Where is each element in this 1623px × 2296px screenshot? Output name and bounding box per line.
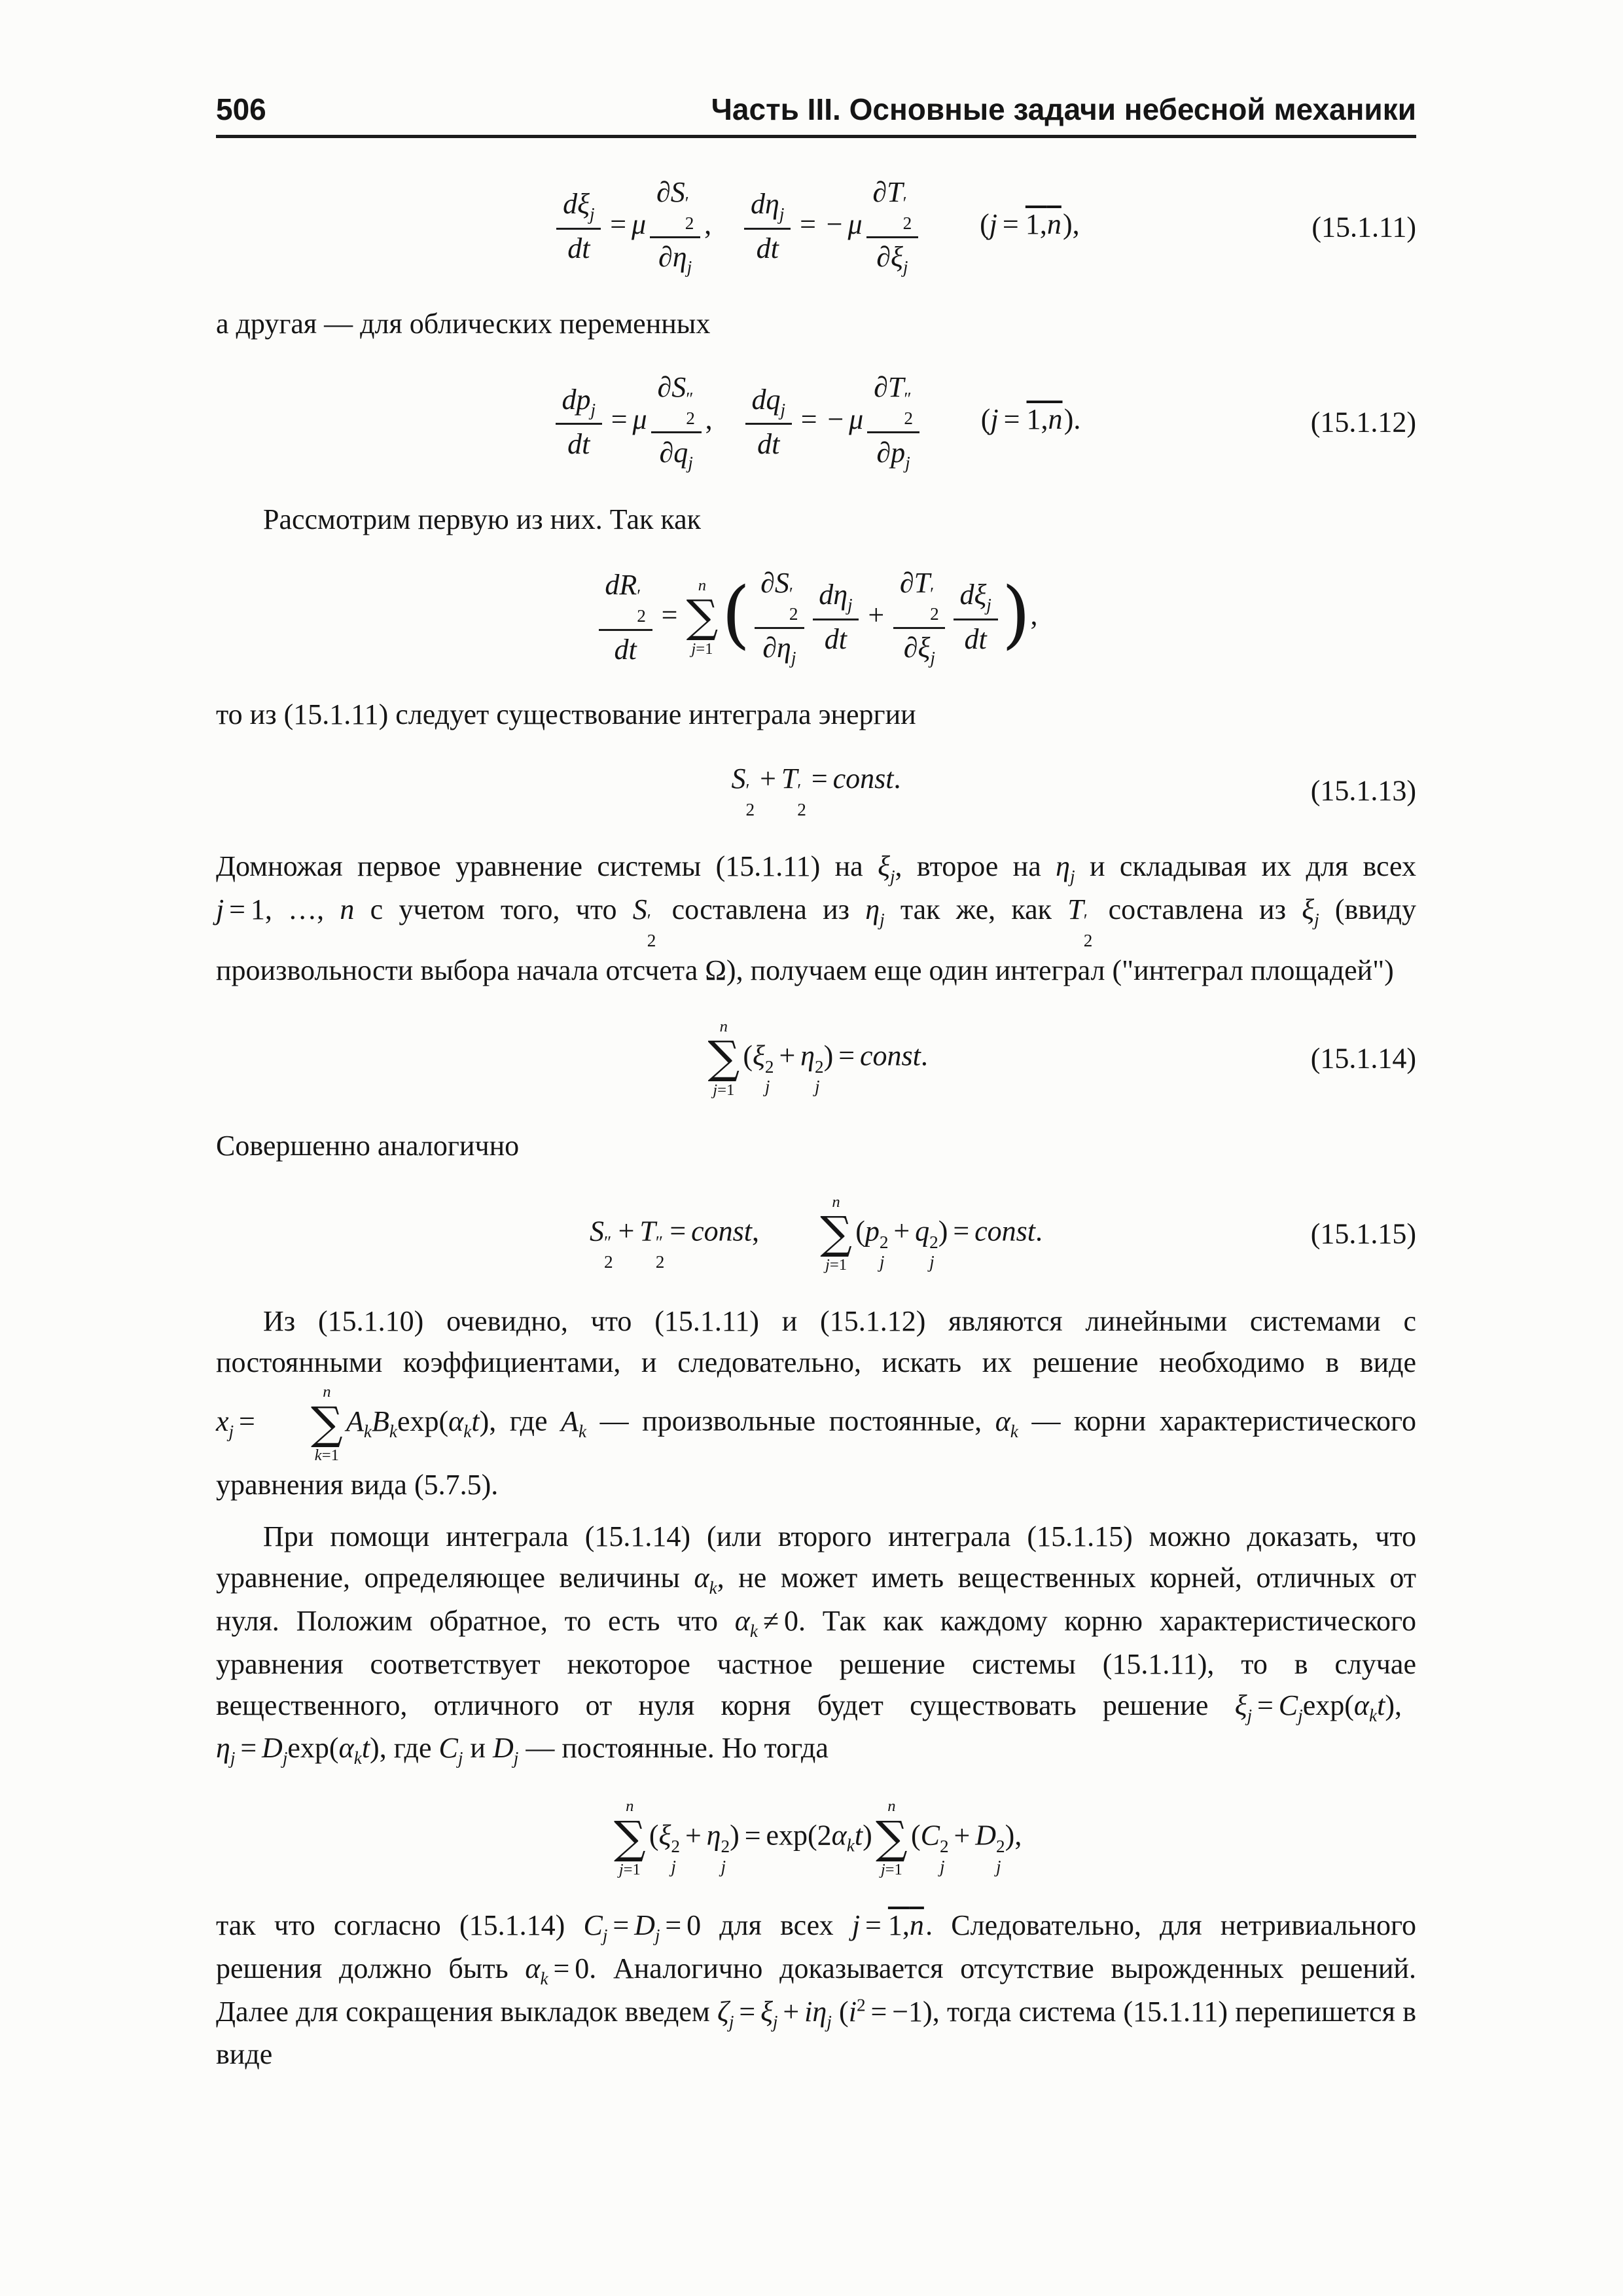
paragraph-energy-integral: то из (15.1.11) следует существование интеграла энергии	[216, 698, 916, 731]
equation-exp-sum	[216, 1797, 1416, 1879]
paragraph-oblique-variables: а другая — для облических переменных	[216, 308, 711, 340]
equation-15-1-13	[216, 762, 1416, 820]
equation-math: dR ′ 2 dt = n ∑ j=1 ( ∂S ′ 2 $\partial\eta_j$ $d\eta_j$ dt + ∂T ′ 2 $\partial\xi_j$ $d\xi_j$ dt ),	[216, 567, 1416, 668]
equation-math: n ∑ j=1 (ξ 2 j + η 2 j ) = $\exp(2\alpha_kt)$ n ∑ j=1 (C 2 j + D 2 j ),	[613, 1797, 1022, 1878]
equation-15-1-11	[216, 176, 1416, 278]
paragraph-consider-first: Рассмотрим первую из них. Так как	[263, 503, 702, 535]
equation-number: (15.1.13)	[1310, 774, 1416, 807]
equation-math: S ″ 2 + T ″ 2 = const, n ∑ j=1 (p 2 j + q 2 j ) = const.	[590, 1193, 1043, 1274]
equation-number: (15.1.15)	[1310, 1217, 1416, 1250]
paragraph-multiplying: Домножая первое уравнение системы (15.1.11) на $\xi_j$, второе на $\eta_j$ и складывая их для всех j = 1, …, n с учетом того, что S ′ 2 составлена из $\eta_j$ так же, как T ′ 2 составлена из $\xi_j$ (ввиду произвольности выбора начала отсчета Ω), получаем еще один интеграл ("интеграл площадей")	[216, 850, 1417, 987]
equation-math: S ′ 2 + T ′ 2 = const.	[731, 762, 901, 820]
equation-number: (15.1.11)	[1311, 211, 1416, 243]
page-number: 506	[216, 92, 266, 126]
equation-15-1-15	[216, 1193, 1416, 1275]
paragraph-linear-systems: Из (15.1.10) очевидно, что (15.1.11) и (15.1.12) являются линейными системами с постоянными коэффициентами, и следовательно, искать их решение необходимо в виде $x_j$ = n ∑ k=1 $A_kB_k\exp(\alpha_kt)$, где $A_k$ — произвольные постоянные, $\alpha_k$ — корни характеристического уравнения вида (5.7.5).	[216, 1304, 1417, 1501]
equation-math: $d\xi_j$ dt = μ ∂S ′ 2 $\partial\eta_j$ , $d\eta_j$ dt = − μ ∂T ′ 2 $\partial\xi_j$ (j = 1,n),	[216, 176, 1416, 278]
equation-derivative-sum	[216, 567, 1416, 668]
equation-number: (15.1.14)	[1310, 1042, 1416, 1075]
paragraph-proof-roots: При помощи интеграла (15.1.14) (или второго интеграла (15.1.15) можно доказать, что уравнение, определяющее величины $\alpha_k$, не может иметь вещественных корней, отличных от нуля. Положим обратное, то есть что $\alpha_k \ne 0$. Так как каждому корню характеристического уравнения соответствует некоторое частное решение системы (15.1.11), то в случае вещественного, отличного от нуля корня будет существовать решение $\xi_j = C_j\exp(\alpha_kt)$, $\eta_j = D_j\exp(\alpha_kt)$, где $C_j$ и $D_j$ — постоянные. Но тогда	[216, 1520, 1416, 1768]
equation-math: $dp_j$ dt = μ ∂S ″ 2 $\partial q_j$ , $dq_j$ dt = − μ ∂T ″ 2 $\partial p_j$ (j = 1,n).	[216, 371, 1416, 473]
page-header	[216, 92, 1416, 138]
paragraph-conclusion: так что согласно (15.1.14) $C_j = D_j = 0$ для всех j = 1,n. Следовательно, для нетривиального решения должно быть $\alpha_k = 0$. Аналогично доказывается отсутствие вырожденных решений. Далее для сокращения выкладок введем $\zeta_j = \xi_j + i\eta_j$ $(i^2 = -1)$, тогда система (15.1.11) перепишется в виде	[216, 1909, 1417, 2071]
paragraph-analogously: Совершенно аналогично	[216, 1129, 520, 1162]
equation-15-1-14	[216, 1018, 1416, 1100]
equation-math: n ∑ j=1 (ξ 2 j + η 2 j ) = const.	[707, 1017, 928, 1099]
running-title: Часть III. Основные задачи небесной механики	[711, 92, 1416, 126]
equation-15-1-12	[216, 371, 1416, 473]
equation-number: (15.1.12)	[1310, 406, 1416, 439]
